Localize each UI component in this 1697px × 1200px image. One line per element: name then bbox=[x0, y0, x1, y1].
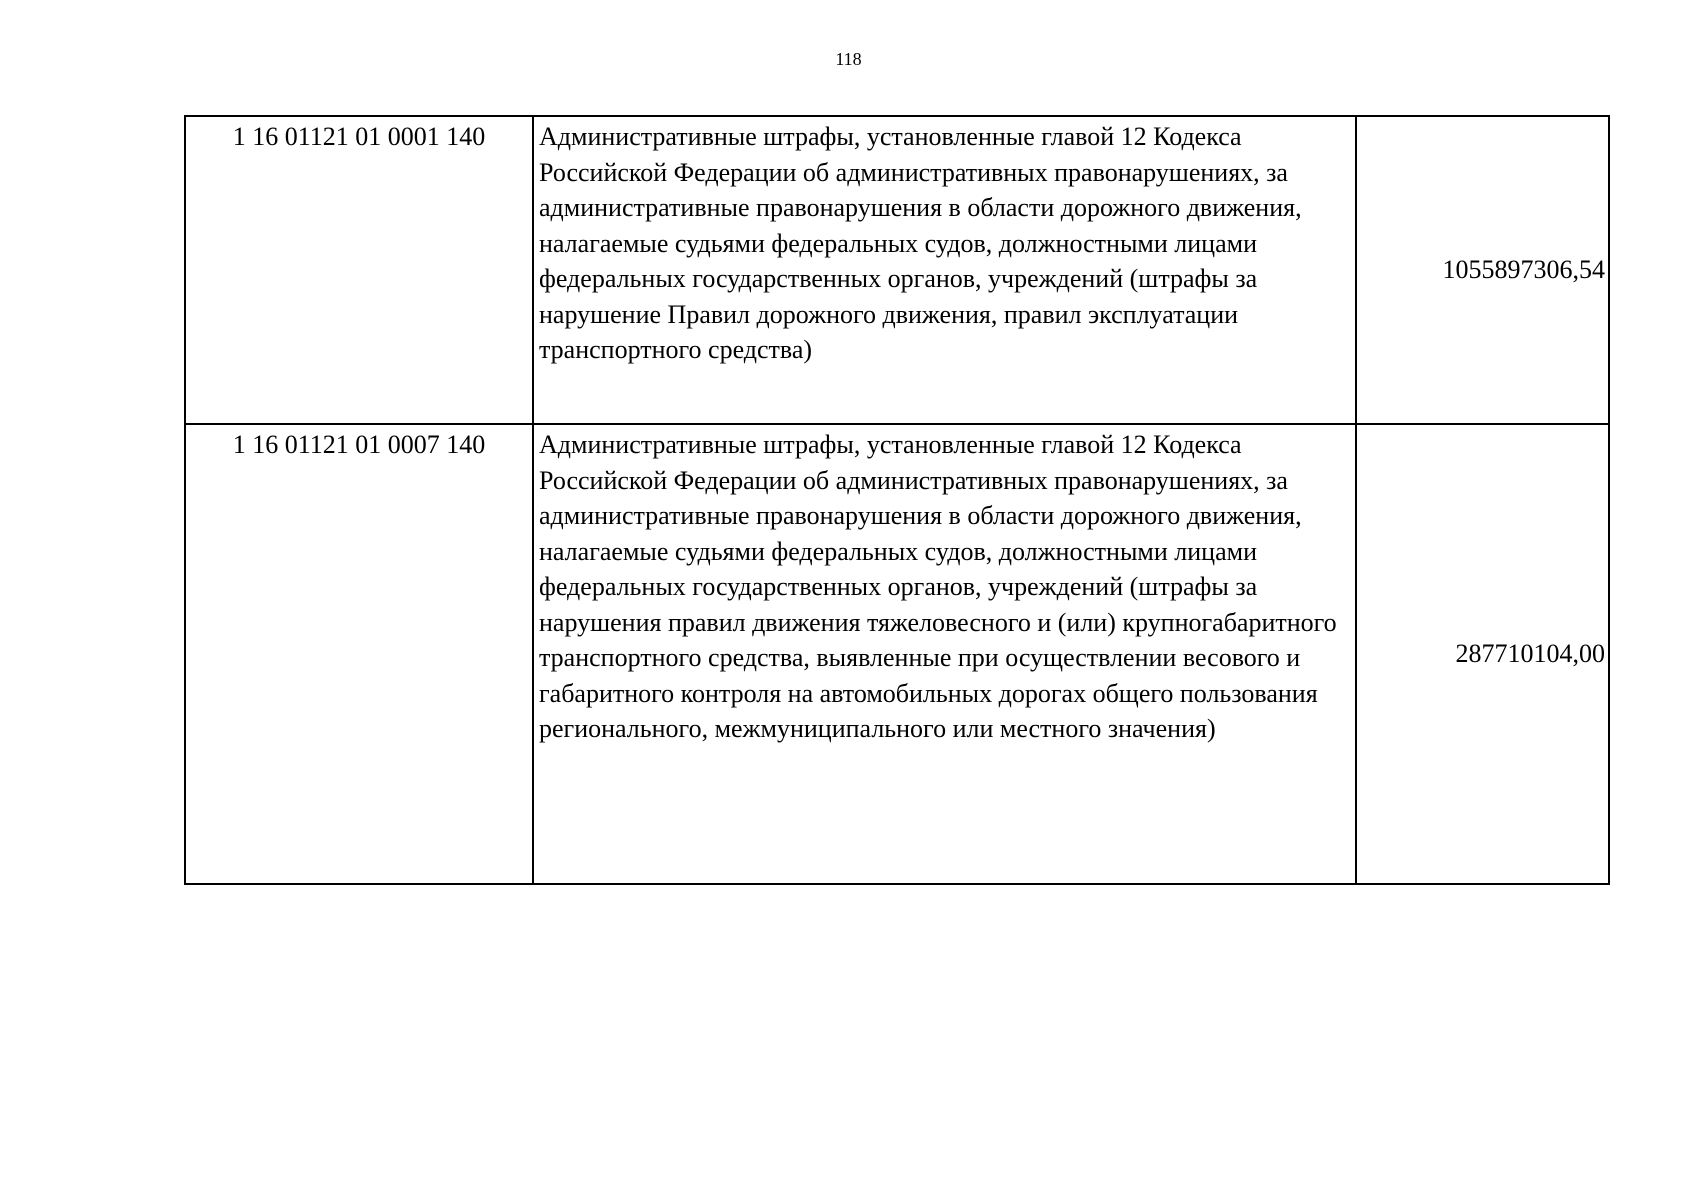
page-number: 118 bbox=[835, 49, 862, 69]
revenue-amount: 1055897306,54 bbox=[1356, 116, 1609, 424]
budget-classification-code: 1 16 01121 01 0007 140 bbox=[185, 424, 533, 884]
revenue-description: Административные штрафы, установленные главой 12 Кодекса Российской Федерации об административных правонарушениях, за административные правонарушения в области дорожного движения, налагаемые судьями федеральных судов, должностными лицами федеральных государственных органов, учреждений (штрафы за нарушение Правил дорожного движения, правил эксплуатации транспортного средства) bbox=[533, 116, 1356, 424]
revenue-amount: 287710104,00 bbox=[1356, 424, 1609, 884]
budget-classification-code: 1 16 01121 01 0001 140 bbox=[185, 116, 533, 424]
table-row bbox=[185, 116, 1609, 424]
table-row bbox=[185, 424, 1609, 884]
budget-revenue-table bbox=[184, 115, 1610, 885]
revenue-description: Административные штрафы, установленные главой 12 Кодекса Российской Федерации об административных правонарушениях, за административные правонарушения в области дорожного движения, налагаемые судьями федеральных судов, должностными лицами федеральных государственных органов, учреждений (штрафы за нарушения правил движения тяжеловесного и (или) крупногабаритного транспортного средства, выявленные при осуществлении весового и габаритного контроля на автомобильных дорогах общего пользования регионального, межмуниципального или местного значения) bbox=[533, 424, 1356, 884]
